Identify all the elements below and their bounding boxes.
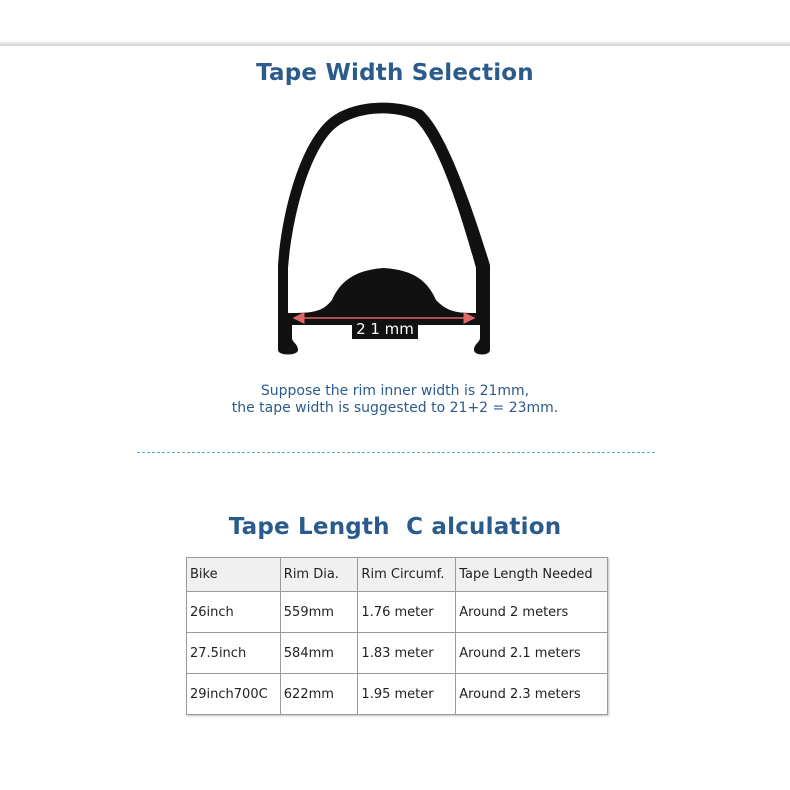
- caption-line-2: the tape width is suggested to 21+2 = 23mm.: [231, 400, 559, 416]
- table-row: [187, 674, 608, 715]
- header-rim-dia: Rim Dia.: [280, 558, 358, 592]
- table-row: [187, 592, 608, 633]
- cell-rim-circumf: 1.76 meter: [358, 592, 456, 633]
- cell-tape-length: Around 2.3 meters: [456, 674, 608, 715]
- rim-profile-shape: [278, 103, 490, 355]
- header-tape-length: Tape Length Needed: [456, 558, 608, 592]
- tape-width-title: Tape Width Selection: [256, 60, 534, 86]
- cell-tape-length: Around 2.1 meters: [456, 633, 608, 674]
- cell-bike: 29inch700C: [187, 674, 281, 715]
- header-rim-circumf: Rim Circumf.: [358, 558, 456, 592]
- cell-bike: 27.5inch: [187, 633, 281, 674]
- header-bike: Bike: [187, 558, 281, 592]
- cell-rim-dia: 622mm: [280, 674, 358, 715]
- rim-cross-section-diagram: [270, 100, 500, 360]
- cell-rim-dia: 584mm: [280, 633, 358, 674]
- table-row: [187, 633, 608, 674]
- section-divider: [137, 452, 655, 453]
- cell-bike: 26inch: [187, 592, 281, 633]
- cell-tape-length: Around 2 meters: [456, 592, 608, 633]
- cell-rim-circumf: 1.95 meter: [358, 674, 456, 715]
- top-divider: [0, 0, 790, 46]
- cell-rim-circumf: 1.83 meter: [358, 633, 456, 674]
- tape-length-title: Tape Length C alculation: [228, 514, 562, 540]
- caption-line-1: Suppose the rim inner width is 21mm,: [260, 383, 530, 399]
- measure-label: 2 1 mm: [356, 320, 414, 338]
- cell-rim-dia: 559mm: [280, 592, 358, 633]
- tape-length-table: [186, 557, 608, 715]
- table-header-row: [187, 558, 608, 592]
